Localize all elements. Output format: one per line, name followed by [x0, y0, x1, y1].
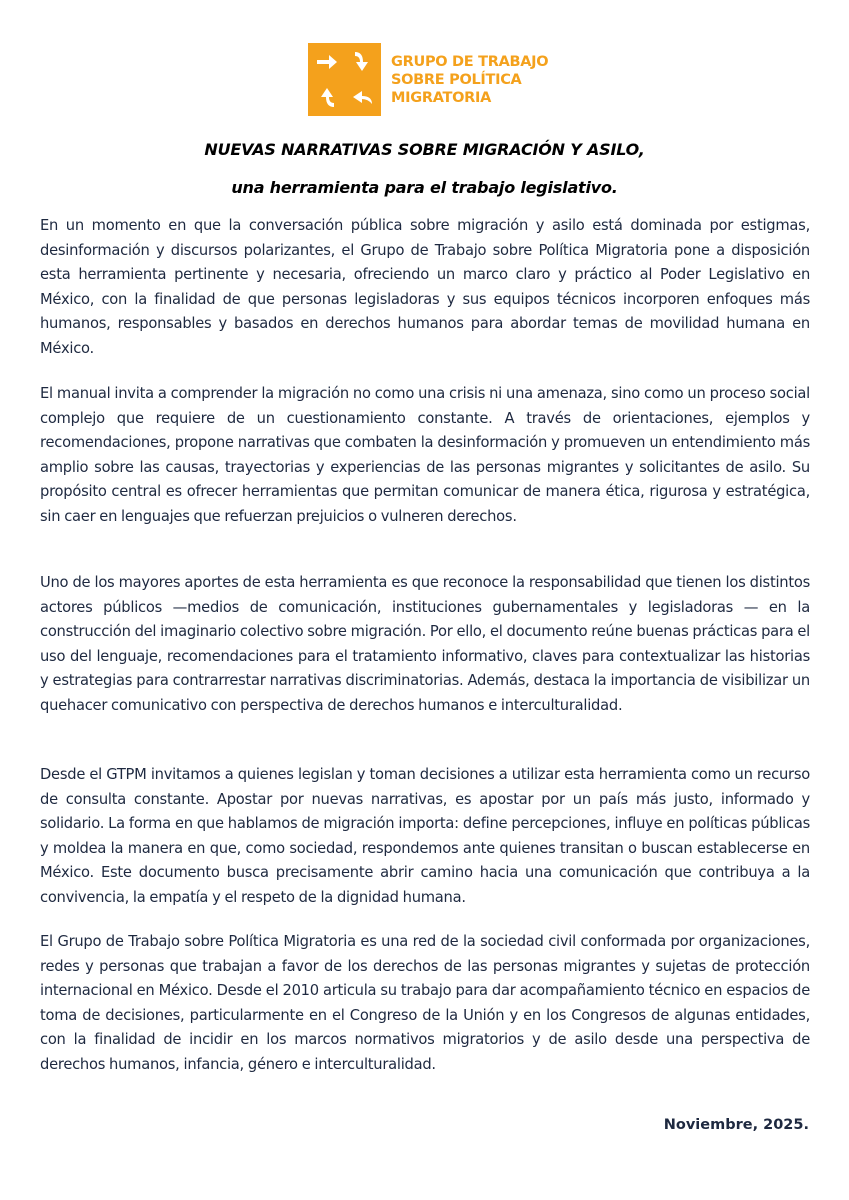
- logo-line-1: GRUPO DE TRABAJO: [391, 53, 549, 70]
- paragraph-aportes: Uno de los mayores aportes de esta herramienta es que reconoce la responsabilidad que tienen los distintos actores públicos —medios de comunicación, instituciones gubernamentales y legisladoras — en la construcción del imaginario colectivo sobre migración. Por ello, el documento reúne buenas prácticas para el uso del lenguaje, recomendaciones para el tratamiento informativo, claves para contextualizar las historias y estrategias para contrarrestar narrativas discriminatorias. Además, destaca la importancia de visibilizar un quehacer comunicativo con perspectiva de derechos humanos e interculturalidad.: [40, 574, 810, 714]
- logo-text: [391, 53, 548, 107]
- paragraph-manual: El manual invita a comprender la migración no como una crisis ni una amenaza, sino como un proceso social complejo que requiere de un cuestionamiento constante. A través de orientaciones, ejemplos y recomendaciones, propone narrativas que combaten la desinformación y promueven un entendimiento más amplio sobre las causas, trayectorias y experiencias de las personas migrantes y solicitantes de asilo. Su propósito central es ofrecer herramientas que permitan comunicar de manera ética, rigurosa y estratégica, sin caer en lenguajes que refuerzan prejuicios o vulneren derechos.: [40, 385, 810, 525]
- arrow-right-icon: [311, 46, 343, 78]
- logo-line-3: MIGRATORIA: [391, 89, 491, 106]
- arrow-left-icon: [346, 81, 378, 113]
- document-date: Noviembre, 2025.: [663, 1117, 809, 1133]
- arrow-up-icon: [311, 81, 343, 113]
- paragraph-about-gtpm: El Grupo de Trabajo sobre Política Migratoria es una red de la sociedad civil conformada por organizaciones, redes y personas que trabajan a favor de los derechos de las personas migrantes y sujetas de protección internacional en México. Desde el 2010 articula su trabajo para dar acompañamiento técnico en espacios de toma de decisiones, particularmente en el Congreso de la Unión y en los Congresos de algunas entidades, con la finalidad de incidir en los marcos normativos migratorios y de asilo desde una perspectiva de derechos humanos, infancia, género e interculturalidad.: [40, 933, 810, 1073]
- logo-mark: [308, 43, 381, 116]
- arrow-down-icon: [346, 46, 378, 78]
- document-subtitle: una herramienta para el trabajo legislativo.: [231, 178, 618, 197]
- document-title: NUEVAS NARRATIVAS SOBRE MIGRACIÓN Y ASILO,: [204, 140, 645, 159]
- paragraph-intro: En un momento en que la conversación pública sobre migración y asilo está dominada por estigmas, desinformación y discursos polarizantes, el Grupo de Trabajo sobre Política Migratoria pone a disposición esta herramienta pertinente y necesaria, ofreciendo un marco claro y práctico al Poder Legislativo en México, con la finalidad de que personas legisladoras y sus equipos técnicos incorporen enfoques más humanos, responsables y basados en derechos humanos para abordar temas de movilidad humana en México.: [40, 217, 810, 357]
- logo: [308, 43, 548, 116]
- paragraph-invitation: Desde el GTPM invitamos a quienes legislan y toman decisiones a utilizar esta herramienta como un recurso de consulta constante. Apostar por nuevas narrativas, es apostar por un país más justo, informado y solidario. La forma en que hablamos de migración importa: define percepciones, influye en políticas públicas y moldea la manera en que, como sociedad, respondemos ante quienes transitan o buscan establecerse en México. Este documento busca precisamente abrir camino hacia una comunicación que contribuya a la convivencia, la empatía y el respeto de la dignidad humana.: [40, 766, 810, 906]
- logo-line-2: SOBRE POLÍTICA: [391, 71, 522, 88]
